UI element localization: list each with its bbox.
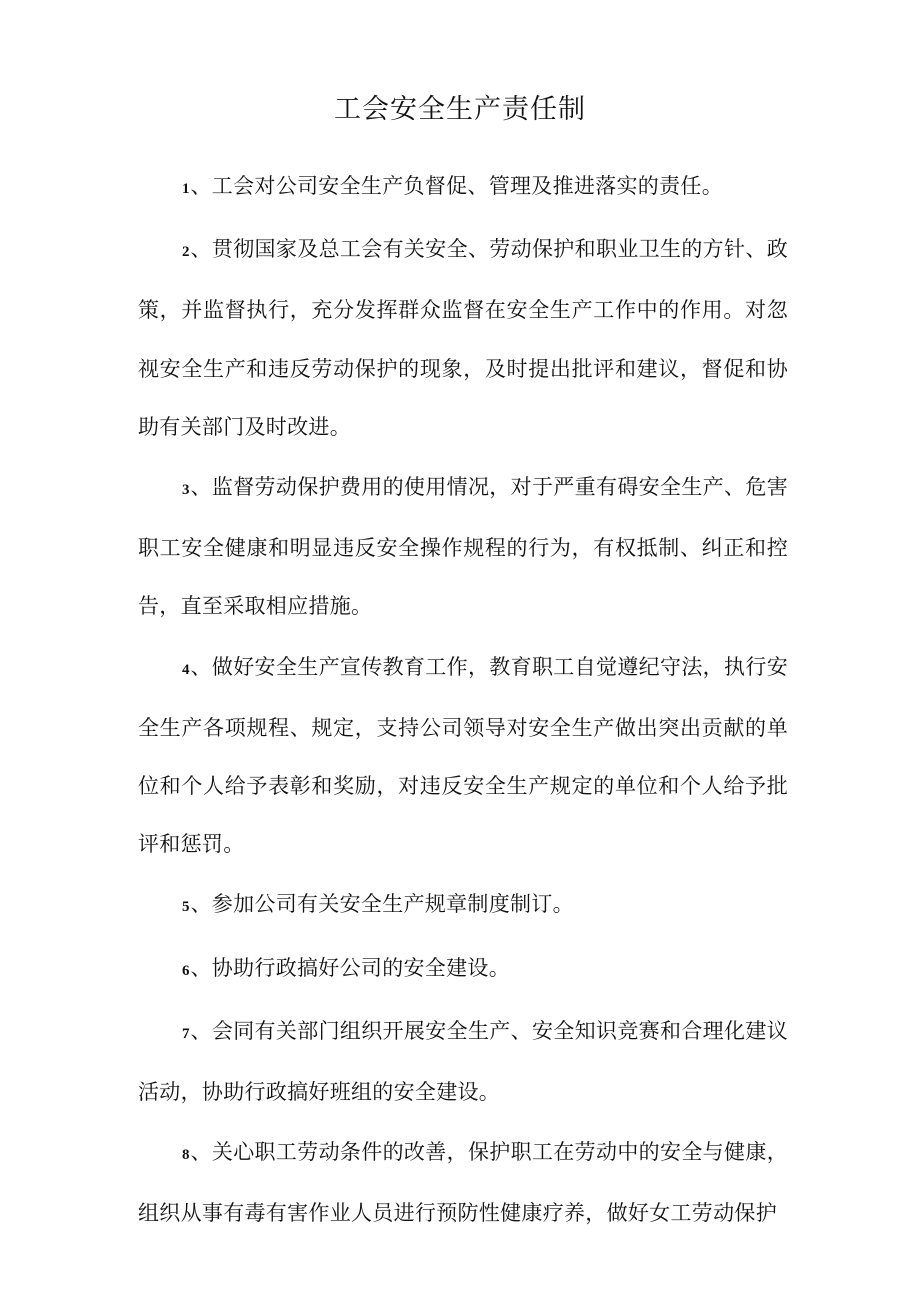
paragraph-5 [138, 875, 788, 936]
item-text: 、做好安全生产宣传教育工作，教育职工自觉遵纪守法，执行安全生产各项规程、规定，支持公司领导对安全生产做出突出贡献的单位和个人给予表彰和奖励，对违反安全生产规定的单位和个人给予批评和惩罚。 [138, 654, 788, 857]
item-number: 3 [182, 482, 190, 499]
paragraph-1 [138, 157, 788, 218]
document-body [138, 157, 788, 1245]
item-number: 6 [182, 962, 190, 979]
paragraph-3 [138, 458, 788, 636]
item-text: 、工会对公司安全生产负督促、管理及推进落实的责任。 [190, 174, 723, 198]
item-text: 、关心职工劳动条件的改善，保护职工在劳动中的安全与健康，组织从事有毒有害作业人员进行预防性健康疗养，做好女工劳动保护 [138, 1140, 788, 1226]
item-text: 、协助行政搞好公司的安全建设。 [190, 955, 510, 980]
item-number: 7 [182, 1025, 190, 1042]
paragraph-6 [138, 939, 788, 1000]
paragraph-2 [138, 220, 788, 456]
item-text: 、监督劳动保护费用的使用情况，对于严重有碍安全生产、危害职工安全健康和明显违反安全操作规程的行为，有权抵制、纠正和控告，直至采取相应措施。 [138, 475, 788, 619]
item-text: 、会同有关部门组织开展安全生产、安全知识竞赛和合理化建议活动，协助行政搞好班组的安全建设。 [138, 1018, 788, 1105]
item-text: 、参加公司有关安全生产规章制度制订。 [190, 892, 574, 917]
paragraph-4 [138, 638, 788, 874]
paragraph-8 [138, 1123, 788, 1242]
item-number: 5 [182, 899, 190, 916]
item-text: 、贯彻国家及总工会有关安全、劳动保护和职业卫生的方针、政策，并监督执行，充分发挥群众监督在安全生产工作中的作用。对忽视安全生产和违反劳动保护的现象，及时提出批评和建议，督促和协助有关部门及时改进。 [138, 237, 788, 439]
item-number: 4 [182, 661, 190, 678]
item-number: 2 [182, 244, 190, 261]
document-title: 工会安全生产责任制 [334, 94, 586, 125]
paragraph-7 [138, 1002, 788, 1121]
item-number: 8 [182, 1147, 190, 1164]
item-number: 1 [182, 181, 190, 197]
